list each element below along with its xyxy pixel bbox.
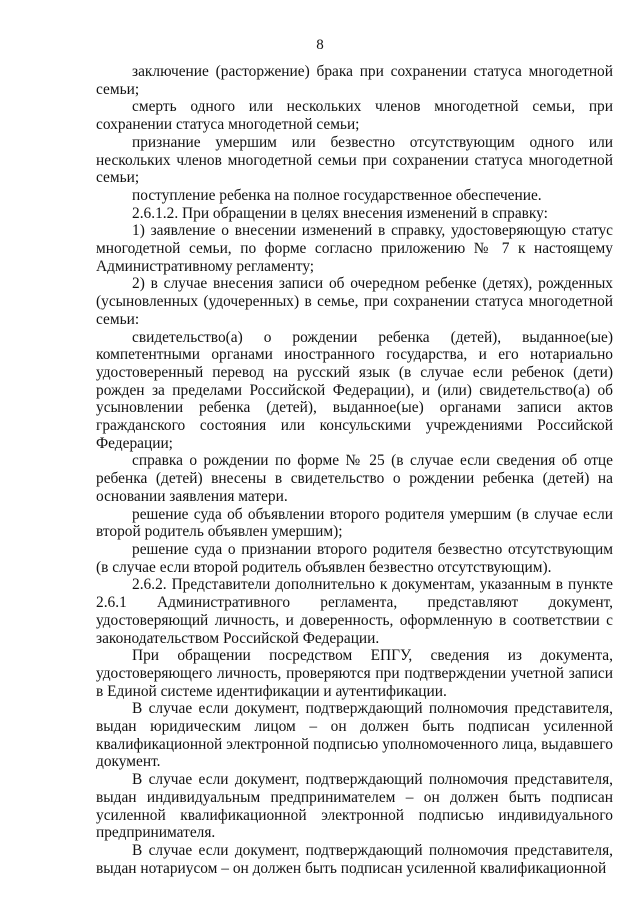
section-heading: 2.6.1.2. При обращении в целях внесения изменений в справку: [132, 204, 548, 222]
page-number: 8 [316, 37, 324, 53]
paragraph: решение суда об объявлении второго родителя умершим (в случае если второй родитель объявлен умершим); [96, 505, 613, 541]
list-item: 2) в случае внесения записи об очередном ребенке (детях), рожденных (усыновленных (удочеренных) в семье, при сохранении статуса многодетной семьи: [96, 275, 613, 328]
paragraph: смерть одного или нескольких членов многодетной семьи, при сохранении статуса многодетной семьи; [96, 98, 613, 134]
paragraph: В случае если документ, подтверждающий полномочия представителя, выдан нотариусом – он должен быть подписан усиленной квалификационной [96, 841, 613, 877]
document-body [96, 63, 613, 877]
paragraph: При обращении посредством ЕПГУ, сведения из документа, удостоверяющего личность, проверяются при подтверждении учетной записи в Единой системе идентификации и аутентификации. [96, 647, 613, 700]
paragraph: В случае если документ, подтверждающий полномочия представителя, выдан юридическим лицом – он должен быть подписан усиленной квалификационной электронной подписью уполномоченного лица, выдавшего документ. [96, 700, 613, 771]
paragraph: 2.6.2. Представители дополнительно к документам, указанным в пункте 2.6.1 Административного регламента, представляют документ, удостоверяющий личность, и доверенность, оформленную в соответствии с законодательством Российской Федерации. [96, 576, 613, 647]
paragraph: заключение (расторжение) брака при сохранении статуса многодетной семьи; [96, 63, 613, 98]
paragraph: признание умершим или безвестно отсутствующим одного или нескольких членов многодетной семьи при сохранении статуса многодетной семьи; [96, 133, 613, 187]
paragraph: поступление ребенка на полное государственное обеспечение. [132, 186, 542, 204]
paragraph: свидетельство(а) о рождении ребенка (детей), выданное(ые) компетентными органами иностранного государства, и его нотариально удостоверенный перевод на русский язык (в случае если ребенок (дети) рожден за пределами Российской Федерации), и (или) свидетельство(а) об усыновлении ребенка (детей), выданное(ые) органами записи актов гражданского состояния или консульскими учреждениями Российской Федерации; [96, 328, 613, 452]
paragraph: справка о рождении по форме № 25 (в случае если сведения об отце ребенка (детей) внесены в свидетельство о рождении ребенка (детей) на основании заявления матери. [96, 452, 613, 505]
list-item: 1) заявление о внесении изменений в справку, удостоверяющую статус многодетной семьи, по форме согласно приложению № 7 к настоящему Административному регламенту; [96, 222, 613, 275]
paragraph: В случае если документ, подтверждающий полномочия представителя, выдан индивидуальным предпринимателем – он должен быть подписан усиленной квалификационной электронной подписью индивидуального предпринимателя. [96, 771, 613, 842]
paragraph: решение суда о признании второго родителя безвестно отсутствующим (в случае если второй родитель объявлен безвестно отсутствующим). [96, 540, 613, 576]
